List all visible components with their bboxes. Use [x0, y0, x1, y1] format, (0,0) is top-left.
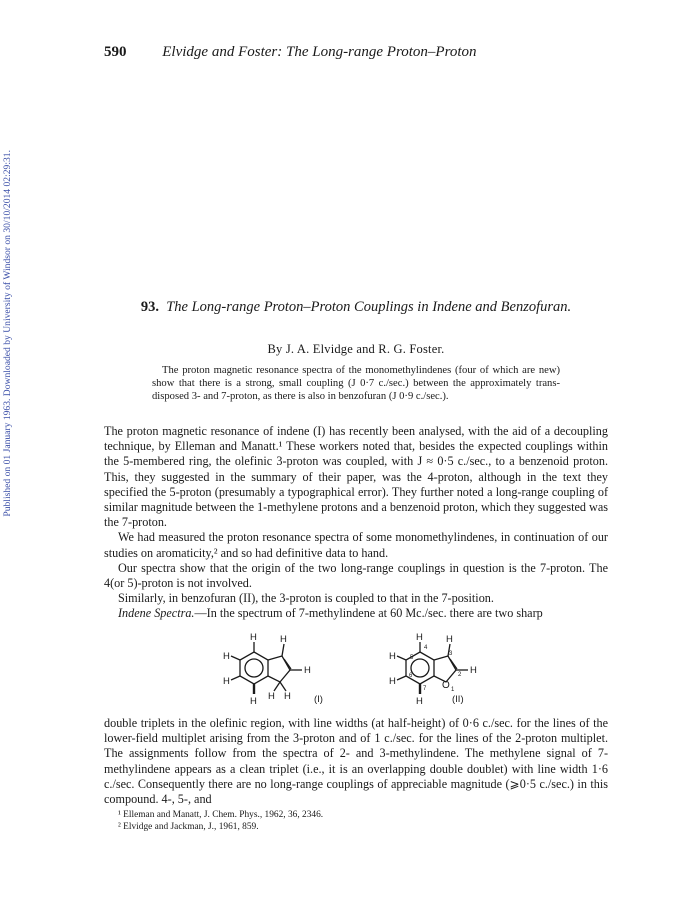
atom-label-h: H: [416, 696, 423, 707]
structures-svg: [104, 628, 608, 712]
atom-label-h: H: [280, 634, 287, 645]
article-title: [106, 298, 606, 316]
paragraph-6: double triplets in the olefinic region, with line widths (at half-height) of 0·6 c./sec. for the lines of the lower-field multiplet arising from the 3-proton and of 1 c./sec. for the lines of the 2-proton multiplet. The assignments follow from the spectra of 2- and 3-methylindene. The methylene signal of 7-methylindene appears as a clean triplet (i.e., it is an overlapping double doublet) with line width 1·6 c./sec. Consequently there are no long-range couplings of appreciable magnitude (⩾0·5 c./sec.) in this compound. 4-, 5-, and: [104, 716, 608, 807]
paragraph-2: We had measured the proton resonance spectra of some monomethylindenes, in continuation of our studies on aromaticity,² and so had definitive data to hand.: [104, 530, 608, 560]
section-heading: Indene Spectra.: [118, 606, 195, 621]
atom-label-h: H: [416, 632, 423, 643]
body-text-lower: [104, 716, 608, 807]
atom-label-h: H: [446, 634, 453, 645]
position-number: 5: [410, 655, 414, 661]
running-title: Elvidge and Foster: The Long-range Proton–Proton: [162, 44, 477, 60]
atom-label-h: H: [223, 676, 230, 687]
article-title-text: The Long-range Proton–Proton Couplings in Indene and Benzofuran.: [166, 299, 572, 315]
footnote-1: ¹ Elleman and Manatt, J. Chem. Phys., 1962, 36, 2346.: [118, 810, 324, 820]
atom-label-h: H: [389, 676, 396, 687]
atom-label-o: O: [442, 680, 450, 691]
page-number: 590: [104, 44, 127, 60]
atom-label-h: H: [250, 696, 257, 707]
atom-label-h: H: [223, 651, 230, 662]
paragraph-5-text: —In the spectrum of 7-methylindene at 60 Mc./sec. there are two sharp: [194, 606, 543, 621]
position-number: 1: [451, 687, 455, 693]
benzofuran-aromatic-circle: [411, 659, 429, 677]
chemical-structures-figure: [104, 628, 608, 712]
position-number: 6: [409, 673, 413, 679]
body-text-upper: [104, 424, 608, 622]
atom-label-h: H: [284, 691, 291, 702]
structure-label-I: (I): [314, 694, 323, 705]
position-number: 3: [449, 651, 453, 657]
abstract: The proton magnetic resonance spectra of the monomethylindenes (four of which are new) show that there is a strong, small coupling (J 0·7 c./sec.) between the approximately trans-disposed 3- and 7-proton, as there is also in benzofuran (J 0·9 c./sec.).: [152, 365, 560, 402]
paragraph-3: Our spectra show that the origin of the two long-range couplings in question is the 7-proton. The 4(or 5)-proton is not involved.: [104, 560, 608, 591]
footnote-2: ² Elvidge and Jackman, J., 1961, 859.: [118, 821, 259, 832]
footnotes: [104, 810, 622, 833]
position-number: 2: [458, 672, 462, 678]
benzofuran-double-bond: [450, 659, 457, 669]
atom-label-h: H: [389, 651, 396, 662]
publication-watermark: Published on 01 January 1963. Downloaded by University of Windsor on 30/10/2014 02:29:31.: [2, 150, 13, 517]
position-number: 4: [424, 645, 428, 651]
byline: By J. A. Elvidge and R. G. Foster.: [267, 342, 445, 356]
indene-double-bond: [284, 659, 291, 669]
benzofuran-five-ring: [434, 656, 456, 682]
paragraph-1: The proton magnetic resonance of indene (I) has recently been analysed, with the aid of a decoupling technique, by Elleman and Manatt.¹ These workers noted that, besides the expected couplings within the 5-membered ring, the olefinic 3-proton was coupled, with J ≈ 0·5 c./sec., to a benzenoid proton. This, they suggested in the summary of their paper, was the 4-proton, although in the text they specified the 5-proton (presumably a typographical error). They further noted a long-range coupling of similar magnitude between the 1-methylene protons and a benzenoid proton, which they suggested was the 7-proton.: [104, 424, 608, 530]
position-number: 7: [423, 686, 427, 692]
atom-label-h: H: [470, 665, 477, 676]
atom-label-h: H: [268, 691, 275, 702]
article-number: 93.: [140, 299, 159, 315]
indene-aromatic-circle: [245, 659, 263, 677]
indene-benzene-ring: [240, 652, 268, 684]
paragraph-5: [104, 606, 608, 621]
indene-five-ring: [268, 656, 290, 682]
paragraph-4: Similarly, in benzofuran (II), the 3-proton is coupled to that in the 7-position.: [118, 591, 494, 606]
running-header: [104, 44, 604, 61]
structure-label-II: (II): [452, 694, 464, 705]
atom-label-h: H: [250, 632, 257, 643]
atom-label-h: H: [304, 665, 311, 676]
